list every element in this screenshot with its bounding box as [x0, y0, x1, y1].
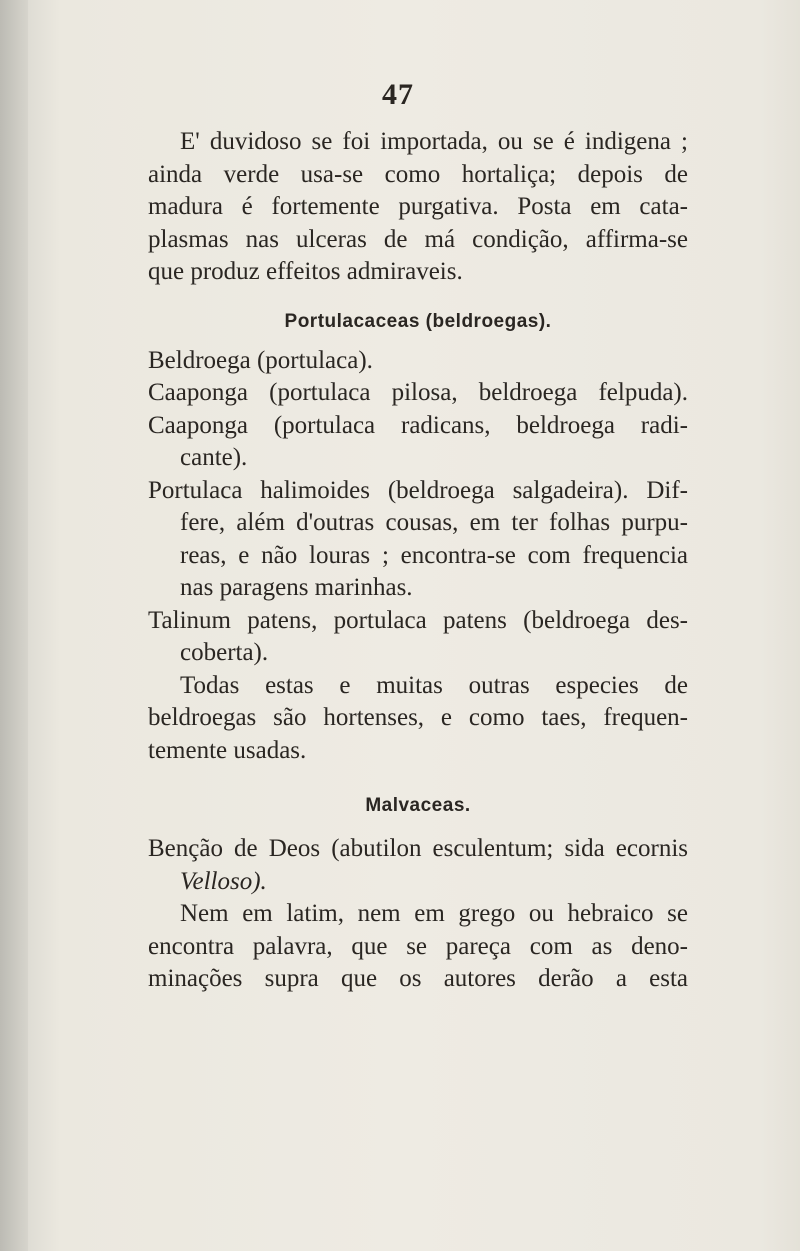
book-gutter [0, 0, 28, 1251]
author-name: Velloso). [180, 867, 267, 895]
body-text [148, 126, 688, 996]
text-line: plasmas nas ulceras de má condição, affirma-se [148, 225, 688, 253]
text-line: Todas estas e muitas outras especies de [180, 671, 688, 699]
text-line-italic [148, 866, 688, 899]
text-line: encontra palavra, que se pareça com as deno- [148, 932, 688, 960]
text-line: Portulaca halimoides (beldroega salgadeira). Dif- [148, 476, 688, 504]
text-line: Caaponga (portulaca pilosa, beldroega felpuda). [148, 379, 688, 406]
text-line: Benção de Deos (abutilon esculentum; sida ecornis [148, 835, 688, 862]
text-line: beldroegas são hortenses, e como taes, frequen- [148, 704, 688, 731]
text-line: madura é fortemente purgativa. Posta em cata- [148, 193, 688, 220]
text-line: minações supra que os autores derão a esta [148, 965, 688, 992]
text-line: temente usadas. [148, 736, 307, 764]
section-heading-portulacaceas: Portulacaceas (beldroegas). [284, 310, 552, 332]
text-line: fere, além d'outras cousas, em ter folhas purpu- [180, 509, 688, 536]
text-line: coberta). [180, 639, 269, 666]
text-line: ainda verde usa-se como hortaliça; depois de [148, 160, 688, 188]
text-line: que produz effeitos admiraveis. [148, 258, 463, 285]
text-line: E' duvidoso se foi importada, ou se é indigena ; [180, 128, 688, 155]
text-line: Talinum patens, portulaca patens (beldroega des- [148, 606, 688, 634]
text-line: Beldroega (portulaca). [148, 346, 373, 374]
section-heading-malvaceas: Malvaceas. [365, 795, 471, 816]
text-line: cante). [180, 444, 248, 471]
text-line: Caaponga (portulaca radicans, beldroega radi- [148, 411, 688, 439]
text-line: nas paragens marinhas. [180, 574, 413, 601]
page-number: 47 [382, 78, 414, 111]
text-line: Nem em latim, nem em grego ou hebraico se [180, 900, 688, 927]
text-line: reas, e não louras ; encontra-se com frequencia [180, 541, 688, 569]
